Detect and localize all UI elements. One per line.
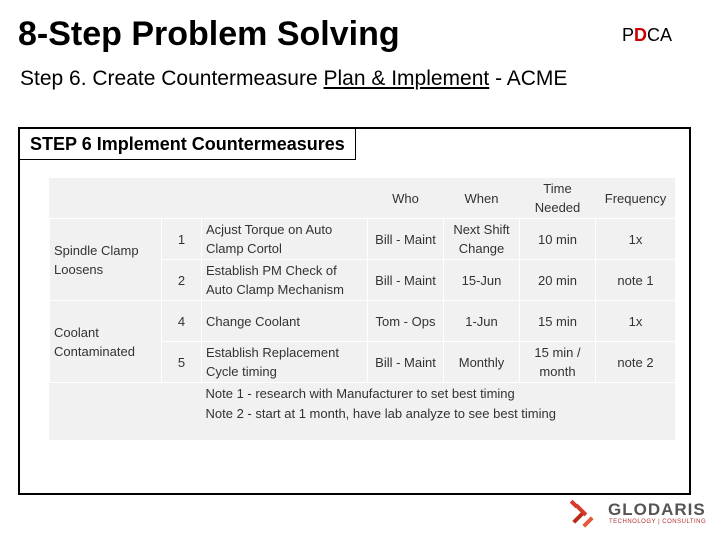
time-line2: month — [539, 364, 576, 379]
action-line2: Clamp Cortol — [206, 241, 282, 256]
action-line1: Establish PM Check of — [206, 263, 337, 278]
company-logo — [568, 496, 718, 536]
who-cell: Bill - Maint — [368, 260, 444, 301]
table-row — [50, 219, 676, 260]
who-cell: Bill - Maint — [368, 219, 444, 260]
action-line2: Cycle timing — [206, 364, 277, 379]
time-cell: 20 min — [520, 260, 596, 301]
issue-line2: Loosens — [54, 261, 104, 277]
action-line1: Acjust Torque on Auto — [206, 222, 333, 237]
page-title: 8-Step Problem Solving — [18, 15, 400, 53]
issue-coolant — [50, 301, 162, 383]
countermeasure-table-image — [49, 178, 675, 440]
step-panel — [18, 127, 691, 495]
header-row — [50, 178, 676, 219]
action-line1: Establish Replacement — [206, 345, 339, 360]
when-cell: Monthly — [444, 342, 520, 383]
row-number: 5 — [162, 342, 202, 383]
subtitle — [20, 66, 567, 92]
pdca-p: P — [622, 25, 635, 45]
when-line2: Change — [458, 241, 505, 256]
header-issue — [50, 178, 162, 219]
action-cell — [202, 260, 368, 301]
header-time-line2: Needed — [534, 200, 581, 215]
row-number: 1 — [162, 219, 202, 260]
pdca-indicator — [622, 24, 672, 46]
who-cell: Tom - Ops — [368, 301, 444, 342]
when-line1: Next Shift — [453, 222, 510, 237]
note-1: Note 1 - research with Manufacturer to set best timing — [205, 385, 515, 401]
row-number: 4 — [162, 301, 202, 342]
pdca-d-highlighted: D — [634, 25, 648, 45]
logo-tagline: TECHNOLOGY | CONSULTING — [609, 519, 707, 525]
header-who: Who — [392, 190, 419, 206]
frequency-cell: 1x — [596, 301, 676, 342]
subtitle-suffix: - ACME — [489, 67, 568, 90]
subtitle-underlined: Plan & Implement — [323, 67, 490, 90]
action-line2: Auto Clamp Mechanism — [206, 282, 344, 297]
time-cell — [520, 342, 596, 383]
header-frequency: Frequency — [604, 190, 667, 206]
issue-line2: Contaminated — [54, 343, 135, 359]
when-cell — [444, 219, 520, 260]
action-cell — [202, 219, 368, 260]
issue-spindle-clamp — [50, 219, 162, 301]
countermeasure-table — [49, 178, 676, 423]
table-row — [50, 301, 676, 342]
pdca-ca: CA — [647, 25, 673, 45]
when-cell: 15-Jun — [444, 260, 520, 301]
header-time-needed — [520, 178, 596, 219]
note-row — [50, 403, 676, 423]
time-cell: 15 min — [520, 301, 596, 342]
action-cell — [202, 342, 368, 383]
frequency-cell: note 1 — [596, 260, 676, 301]
logo-mark-icon — [568, 498, 600, 530]
header-time-line1: Time — [543, 181, 572, 196]
logo-name: GLODARIS — [608, 500, 706, 519]
action-cell: Change Coolant — [202, 301, 368, 342]
subtitle-prefix: Step 6. Create Countermeasure — [20, 67, 324, 90]
when-cell: 1-Jun — [444, 301, 520, 342]
row-number: 2 — [162, 260, 202, 301]
header-action — [202, 178, 368, 219]
frequency-cell: 1x — [596, 219, 676, 260]
header-num — [162, 178, 202, 219]
step-label: STEP 6 Implement Countermeasures — [20, 129, 356, 160]
note-row — [50, 383, 676, 404]
time-line1: 15 min / — [534, 345, 581, 360]
who-cell: Bill - Maint — [368, 342, 444, 383]
time-cell: 10 min — [520, 219, 596, 260]
header-when: When — [464, 190, 499, 206]
frequency-cell: note 2 — [596, 342, 676, 383]
issue-line1: Coolant — [54, 324, 99, 340]
note-2: Note 2 - start at 1 month, have lab analyze to see best timing — [205, 405, 556, 421]
issue-line1: Spindle Clamp — [54, 242, 139, 258]
